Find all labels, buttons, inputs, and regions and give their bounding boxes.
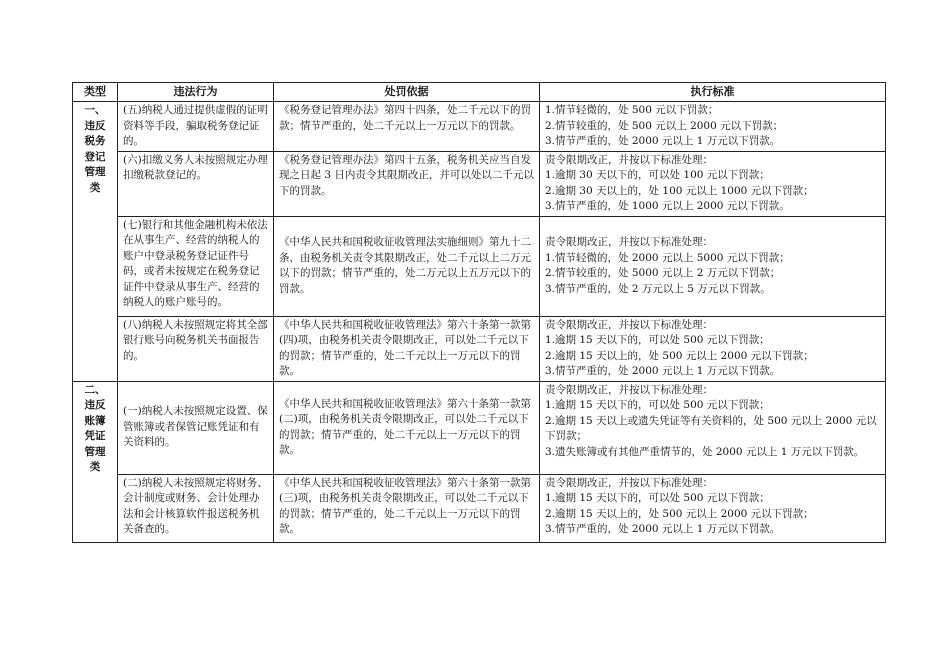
basis-cell: 《中华人民共和国税收征收管理法》第六十条第一款第(四)项，由税务机关责令限期改正，可以处二千元以下的罚款；情节严重的，处二千元以上一万元以下的罚款。 — [274, 316, 540, 381]
standard-line: 责令限期改正，并按以下标准处理： — [545, 476, 713, 489]
table-row — [73, 216, 886, 316]
standard-line: 2.逾期 15 天以上或遗失凭证等有关资料的，处 500 元以上 2000 元以下罚款； — [545, 414, 877, 442]
basis-cell: 《中华人民共和国税收征收管理法实施细则》第九十二条，由税务机关责令其限期改正，处二千元以上二万元以下的罚款；情节严重的，处二万元以上五万元以下的罚款。 — [274, 216, 540, 316]
violation-cell: (二)纳税人未按照规定将财务、会计制度或财务、会计处理办法和会计核算软件报送税务机关备查的。 — [118, 474, 274, 542]
standard-line: 1.情节轻微的，处 500 元以下罚款； — [545, 104, 719, 116]
penalty-standards-table — [72, 82, 886, 543]
standard-line: 3.情节严重的，处 1000 元以上 2000 元以下罚款。 — [545, 200, 790, 212]
category-line: 管理 — [84, 166, 106, 178]
category-line: 类 — [89, 181, 101, 194]
table-row — [73, 381, 886, 474]
standard-line: 1.逾期 15 天以下的，可以处 500 元以下罚款； — [545, 334, 770, 346]
standard-line: 责令限期改正，并按以下标准处理： — [545, 236, 713, 248]
standard-cell — [540, 381, 886, 474]
basis-cell: 《税务登记管理办法》第四十五条，税务机关应当自发现之日起 3 日内责令其限期改正，并可以处以二千元以下的罚款。 — [274, 151, 540, 216]
standard-line: 2.逾期 15 天以上的，处 500 元以上 2000 元以下罚款； — [545, 349, 814, 362]
category-line: 违反 — [84, 399, 106, 411]
standard-line: 1.情节轻微的，处 2000 元以上 5000 元以下罚款； — [545, 251, 790, 264]
standard-cell — [540, 151, 886, 216]
standard-line: 3.情节严重的，处 2000 元以上 1 万元以下罚款。 — [545, 135, 781, 147]
category-books — [73, 381, 118, 542]
standard-line: 责令限期改正，并按以下标准处理： — [545, 153, 713, 166]
standard-cell — [540, 102, 886, 152]
standard-line: 2.情节较重的，处 5000 元以上 2 万元以下罚款； — [545, 267, 781, 279]
violation-cell: (五)纳税人通过提供虚假的证明资料等手段，骗取税务登记证的。 — [118, 102, 274, 152]
violation-cell: (八)纳税人未按照规定将其全部银行账号向税务机关书面报告的。 — [118, 316, 274, 381]
header-type: 类型 — [73, 83, 118, 102]
standard-line: 责令限期改正，并按以下标准处理： — [545, 383, 713, 396]
standard-line: 1.逾期 30 天以下的，可以处 100 元以下罚款； — [545, 169, 770, 181]
category-registration — [73, 102, 118, 382]
table-row — [73, 474, 886, 542]
basis-cell: 《中华人民共和国税收征收管理法》第六十条第一款第(二)项，由税务机关责令限期改正，可以处二千元以下的罚款；情节严重的，处二千元以上一万元以下的罚款。 — [274, 381, 540, 474]
standard-line: 1.逾期 15 天以下的，可以处 500 元以下罚款； — [545, 399, 770, 411]
table-row — [73, 316, 886, 381]
standard-line: 2.情节较重的，处 500 元以上 2000 元以下罚款； — [545, 119, 784, 132]
standard-line: 3.情节严重的，处 2000 元以上 1 万元以下罚款。 — [545, 523, 781, 535]
category-line: 类 — [89, 461, 101, 473]
header-basis: 处罚依据 — [274, 83, 540, 102]
basis-cell: 《税务登记管理办法》第四十四条，处二千元以下的罚款；情节严重的，处二千元以上一万元以下的罚款。 — [274, 102, 540, 152]
category-line: 违反 — [84, 119, 106, 132]
standard-line: 2.逾期 15 天以上的，处 500 元以上 2000 元以下罚款； — [545, 507, 814, 520]
standard-cell — [540, 316, 886, 381]
violation-cell: (七)银行和其他金融机构未依法在从事生产、经营的纳税人的账户中登录税务登记证件号码，或者未按规定在税务登记证件中登录从事生产、经营的纳税人的账户账号的。 — [118, 216, 274, 316]
standard-line: 3.遗失账簿或有其他严重情节的，处 2000 元以上 1 万元以下罚款。 — [545, 445, 865, 458]
standard-cell — [540, 474, 886, 542]
category-line: 账簿 — [84, 414, 106, 427]
standard-line: 3.情节严重的，处 2000 元以上 1 万元以下罚款。 — [545, 365, 781, 377]
table-row — [73, 151, 886, 216]
standard-line: 3.情节严重的，处 2 万元以上 5 万元以下罚款。 — [545, 282, 771, 295]
category-line: 登记 — [84, 150, 106, 163]
basis-cell: 《中华人民共和国税收征收管理法》第六十条第一款第(三)项，由税务机关责令限期改正，可以处二千元以下的罚款；情节严重的，处二千元以上一万元以下的罚款。 — [274, 474, 540, 542]
standard-line: 1.逾期 15 天以下的，可以处 500 元以下罚款； — [545, 492, 770, 504]
header-row — [73, 83, 886, 102]
standard-line: 2.逾期 30 天以上的，处 100 元以上 1000 元以下罚款； — [545, 184, 814, 197]
header-standard: 执行标准 — [540, 83, 886, 102]
table-row — [73, 102, 886, 152]
category-line: 管理 — [84, 445, 106, 458]
category-line: 一、 — [84, 104, 106, 116]
category-line: 二、 — [84, 383, 106, 396]
violation-cell: (六)扣缴义务人未按照规定办理扣缴税款登记的。 — [118, 151, 274, 216]
category-line: 税务 — [84, 135, 106, 147]
standard-line: 责令限期改正，并按以下标准处理： — [545, 318, 713, 331]
violation-cell: (一)纳税人未按照规定设置、保管账簿或者保管记账凭证和有关资料的。 — [118, 381, 274, 474]
header-violation: 违法行为 — [118, 83, 274, 102]
category-line: 凭证 — [84, 430, 106, 442]
standard-cell — [540, 216, 886, 316]
